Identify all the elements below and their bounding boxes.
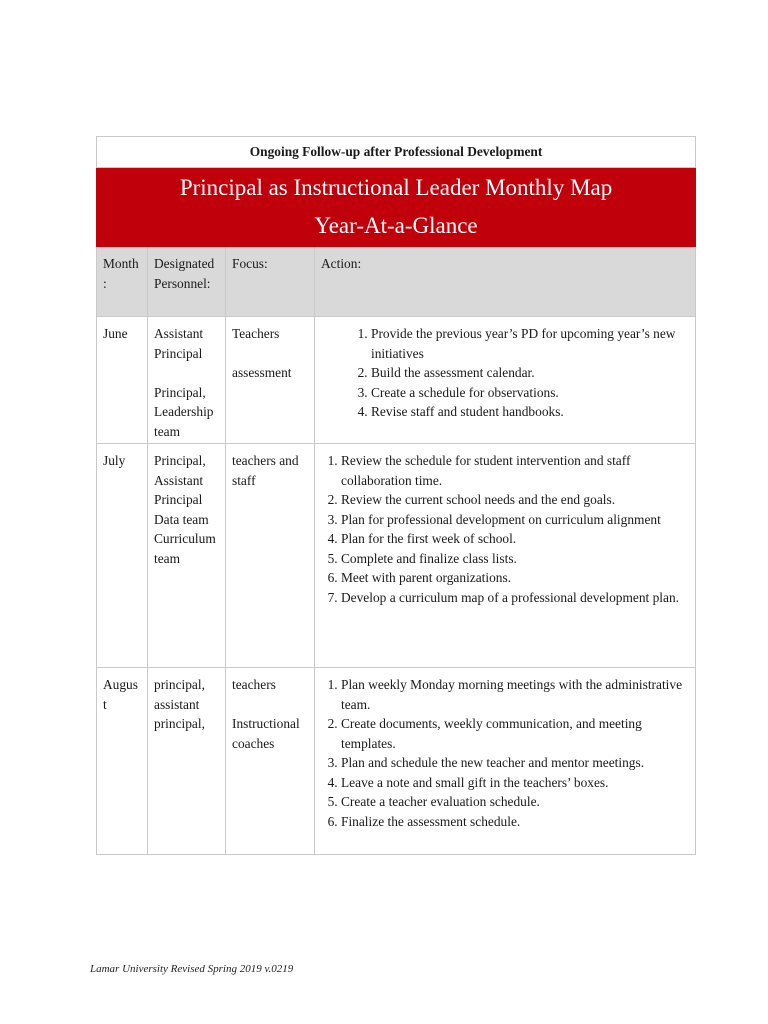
month-cell: August <box>103 677 138 712</box>
page-subtitle: Year-At-a-Glance <box>314 213 478 238</box>
focus-cell: Teachers assessment <box>232 326 292 380</box>
list-item: 1. Review the schedule for student intervention and staff collaboration time. <box>341 451 689 490</box>
list-item: 1. Plan weekly Monday morning meetings with the administrative team. <box>341 675 689 714</box>
list-item: 6. Finalize the assessment schedule. <box>341 812 689 832</box>
header-month: Month: <box>103 256 139 291</box>
list-item: 3. Plan for professional development on curriculum alignment <box>341 510 689 530</box>
monthly-map-table <box>96 136 696 855</box>
list-item: 5. Create a teacher evaluation schedule. <box>341 792 689 812</box>
list-item: 6. Meet with parent organizations. <box>341 568 689 588</box>
list-item: 2. Review the current school needs and the end goals. <box>341 490 689 510</box>
list-item: 5. Complete and finalize class lists. <box>341 549 689 569</box>
focus-cell: teachers Instructional coaches <box>232 677 300 751</box>
list-item: 4. Revise staff and student handbooks. <box>371 402 689 422</box>
month-cell: July <box>103 453 126 468</box>
action-list <box>321 451 689 607</box>
personnel-cell: Assistant Principal Principal, Leadership team <box>154 326 214 439</box>
header-personnel: Designated Personnel: <box>154 256 215 291</box>
action-list <box>321 324 689 422</box>
table-row-june <box>97 317 696 444</box>
list-item: 2. Build the assessment calendar. <box>371 363 689 383</box>
list-item: 4. Plan for the first week of school. <box>341 529 689 549</box>
list-item: 3. Plan and schedule the new teacher and mentor meetings. <box>341 753 689 773</box>
header-focus: Focus: <box>232 256 268 271</box>
focus-cell: teachers and staff <box>232 453 299 488</box>
action-cell <box>315 668 695 831</box>
header-action: Action: <box>321 256 362 271</box>
month-cell: June <box>103 326 128 341</box>
table-row-august <box>97 668 696 855</box>
action-cell <box>315 317 695 422</box>
table-row-july <box>97 444 696 668</box>
action-list <box>321 675 689 831</box>
list-item: 7. Develop a curriculum map of a professional development plan. <box>341 588 689 608</box>
header-row <box>97 247 696 317</box>
table-caption: Ongoing Follow-up after Professional Development <box>97 137 696 168</box>
page-footer: Lamar University Revised Spring 2019 v.0219 <box>90 963 294 975</box>
list-item: 1. Provide the previous year’s PD for upcoming year’s new initiatives <box>371 324 689 363</box>
action-cell <box>315 444 695 607</box>
list-item: 4. Leave a note and small gift in the teachers’ boxes. <box>341 773 689 793</box>
title-banner <box>97 168 696 247</box>
page-title: Principal as Instructional Leader Monthly Map <box>179 175 613 200</box>
personnel-cell: principal, assistant principal, <box>154 677 205 731</box>
list-item: 2. Create documents, weekly communication, and meeting templates. <box>341 714 689 753</box>
personnel-cell: Principal, Assistant Principal Data team Curriculum team <box>154 453 216 566</box>
list-item: 3. Create a schedule for observations. <box>371 383 689 403</box>
